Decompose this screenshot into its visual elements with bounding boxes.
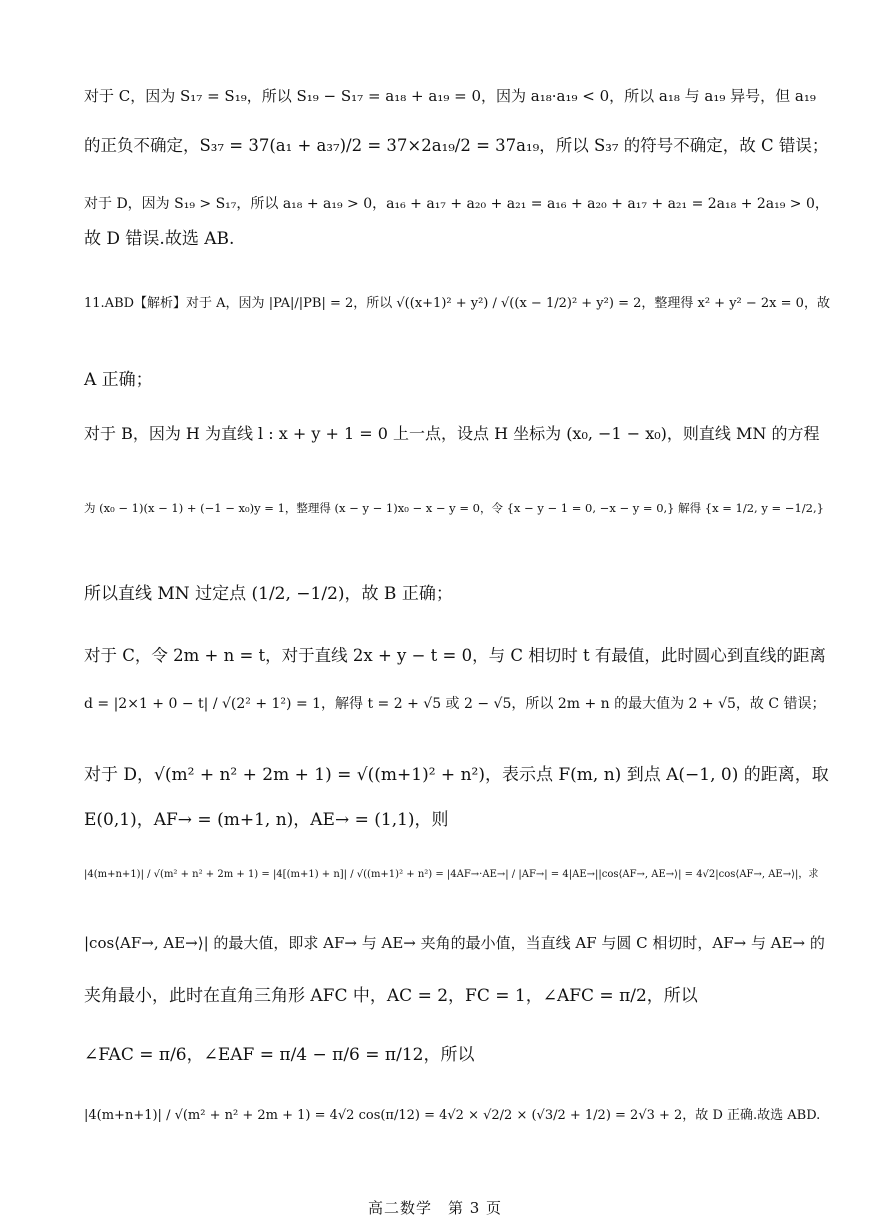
text-line: 故 D 错误.故选 AB. (84, 229, 235, 249)
text-line: 的正负不确定，S₃₇ = 37(a₁ + a₃₇)/2 = 37×2a₁₉/2 = 37a₁₉，所以 S₃₇ 的符号不确定，故 C 错误； (84, 136, 829, 155)
text-line: 夹角最小，此时在直角三角形 AFC 中，AC = 2，FC = 1，∠AFC = π/2，所以 (84, 986, 698, 1006)
text-line: 为 (x₀ − 1)(x − 1) + (−1 − x₀)y = 1，整理得 (x − y − 1)x₀ − x − y = 0，令 {x − y − 1 = 0, −x − y = 0,} 解得 {x = 1/2, y = −1/2,} (84, 501, 824, 515)
text-line: 对于 C，令 2m + n = t，对于直线 2x + y − t = 0，与 C 相切时 t 有最值，此时圆心到直线的距离 (84, 646, 826, 665)
text-line: 对于 B，因为 H 为直线 l : x + y + 1 = 0 上一点，设点 H 坐标为 (x₀, −1 − x₀)，则直线 MN 的方程 (84, 424, 820, 443)
text-line: 对于 D，√(m² + n² + 2m + 1) = √((m+1)² + n²)，表示点 F(m, n) 到点 A(−1, 0) 的距离，取 (84, 765, 829, 785)
text-line: E(0,1)，AF→ = (m+1, n)，AE→ = (1,1)，则 (84, 810, 449, 830)
text-line: |4(m+n+1)| / √(m² + n² + 2m + 1) = 4√2 cos(π/12) = 4√2 × √2/2 × (√3/2 + 1/2) = 2√3 + 2，故 D 正确.故选 ABD. (84, 1108, 821, 1123)
text-line: ∠FAC = π/6，∠EAF = π/4 − π/6 = π/12，所以 (84, 1045, 475, 1065)
text-line: 对于 C，因为 S₁₇ = S₁₉，所以 S₁₉ − S₁₇ = a₁₈ + a₁₉ = 0，因为 a₁₈·a₁₉ < 0，所以 a₁₈ 与 a₁₉ 异号，但 a₁₉ (84, 87, 816, 105)
text-line: 所以直线 MN 过定点 (1/2, −1/2)，故 B 正确； (84, 584, 453, 604)
text-line: 11.ABD【解析】对于 A，因为 |PA|/|PB| = 2，所以 √((x+1)² + y²) / √((x − 1/2)² + y²) = 2，整理得 x² + y² − 2x = 0，故 (84, 296, 830, 311)
page-footer: 高二数学 第 3 页 (367, 1199, 503, 1217)
text-line: A 正确； (84, 370, 153, 390)
text-line: |cos⟨AF→, AE→⟩| 的最大值，即求 AF→ 与 AE→ 夹角的最小值，当直线 AF 与圆 C 相切时，AF→ 与 AE→ 的 (84, 934, 825, 952)
text-line: d = |2×1 + 0 − t| / √(2² + 1²) = 1，解得 t = 2 + √5 或 2 − √5，所以 2m + n 的最大值为 2 + √5，故 C 错误； (84, 696, 826, 712)
text-line: |4(m+n+1)| / √(m² + n² + 2m + 1) = |4[(m+1) + n]| / √((m+1)² + n²) = |4AF→·AE→| / |AF→| = 4|AE→||cos⟨AF→, AE→⟩| = 4√2|cos⟨AF→, AE→⟩|，求 (84, 869, 819, 880)
text-line: 对于 D，因为 S₁₉ > S₁₇，所以 a₁₈ + a₁₉ > 0，a₁₆ + a₁₇ + a₂₀ + a₂₁ = a₁₆ + a₂₀ + a₁₇ + a₂₁ = 2a₁₈ + 2a₁₉ > 0， (84, 196, 829, 212)
